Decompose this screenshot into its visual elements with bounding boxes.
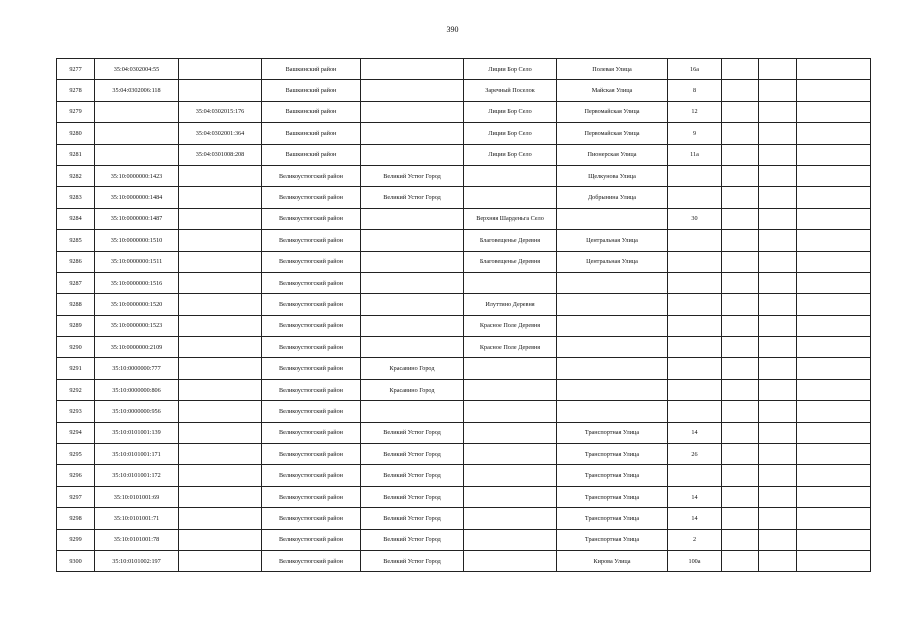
- extra-cell-2: [759, 294, 797, 315]
- table-row: [57, 294, 871, 315]
- alt-cadastral-number-cell: [179, 465, 262, 486]
- settlement-cell: [464, 379, 557, 400]
- extra-cell-3: [797, 401, 871, 422]
- extra-cell-2: [759, 101, 797, 122]
- district-cell: Великоустюгский район: [262, 208, 361, 229]
- table-row: [57, 422, 871, 443]
- row-number-cell: 9300: [57, 550, 95, 571]
- house-number-cell: 12: [668, 101, 722, 122]
- city-cell: [361, 401, 464, 422]
- house-number-cell: [668, 401, 722, 422]
- alt-cadastral-number-cell: [179, 315, 262, 336]
- city-cell: Великий Устюг Город: [361, 165, 464, 186]
- district-cell: Вашкинский район: [262, 123, 361, 144]
- row-number-cell: 9291: [57, 358, 95, 379]
- cadastral-number-cell: 35:10:0000000:956: [95, 401, 179, 422]
- extra-cell-3: [797, 251, 871, 272]
- alt-cadastral-number-cell: [179, 80, 262, 101]
- district-cell: Вашкинский район: [262, 59, 361, 80]
- district-cell: Великоустюгский район: [262, 358, 361, 379]
- row-number-cell: 9283: [57, 187, 95, 208]
- city-cell: [361, 230, 464, 251]
- alt-cadastral-number-cell: [179, 486, 262, 507]
- row-number-cell: 9280: [57, 123, 95, 144]
- settlement-cell: Лиции Бор Село: [464, 101, 557, 122]
- extra-cell-2: [759, 208, 797, 229]
- cadastral-number-cell: 35:10:0000000:1423: [95, 165, 179, 186]
- city-cell: [361, 59, 464, 80]
- extra-cell-1: [722, 144, 759, 165]
- table-row: [57, 486, 871, 507]
- extra-cell-2: [759, 187, 797, 208]
- row-number-cell: 9294: [57, 422, 95, 443]
- extra-cell-1: [722, 251, 759, 272]
- alt-cadastral-number-cell: [179, 272, 262, 293]
- settlement-cell: Благовещенье Деревня: [464, 230, 557, 251]
- cadastral-number-cell: 35:10:0000000:1516: [95, 272, 179, 293]
- district-cell: Великоустюгский район: [262, 401, 361, 422]
- district-cell: Великоустюгский район: [262, 337, 361, 358]
- district-cell: Великоустюгский район: [262, 165, 361, 186]
- extra-cell-3: [797, 123, 871, 144]
- cadastral-number-cell: 35:04:0302004:55: [95, 59, 179, 80]
- extra-cell-2: [759, 422, 797, 443]
- settlement-cell: Заречный Поселок: [464, 80, 557, 101]
- extra-cell-2: [759, 444, 797, 465]
- street-cell: Майская Улица: [557, 80, 668, 101]
- street-cell: [557, 294, 668, 315]
- table-row: [57, 165, 871, 186]
- alt-cadastral-number-cell: [179, 550, 262, 571]
- extra-cell-3: [797, 422, 871, 443]
- city-cell: [361, 251, 464, 272]
- row-number-cell: 9289: [57, 315, 95, 336]
- row-number-cell: 9284: [57, 208, 95, 229]
- table-row: [57, 358, 871, 379]
- alt-cadastral-number-cell: [179, 379, 262, 400]
- house-number-cell: [668, 337, 722, 358]
- extra-cell-3: [797, 144, 871, 165]
- alt-cadastral-number-cell: [179, 187, 262, 208]
- extra-cell-2: [759, 251, 797, 272]
- city-cell: [361, 272, 464, 293]
- table-row: [57, 230, 871, 251]
- district-cell: Великоустюгский район: [262, 422, 361, 443]
- table-row: [57, 550, 871, 571]
- table-row: [57, 59, 871, 80]
- extra-cell-1: [722, 123, 759, 144]
- settlement-cell: Красное Поле Деревня: [464, 337, 557, 358]
- cadastral-number-cell: [95, 123, 179, 144]
- page-number: 390: [446, 25, 459, 34]
- extra-cell-3: [797, 208, 871, 229]
- table-row: [57, 379, 871, 400]
- row-number-cell: 9286: [57, 251, 95, 272]
- extra-cell-1: [722, 315, 759, 336]
- street-cell: [557, 358, 668, 379]
- cadastral-number-cell: 35:04:0302006:118: [95, 80, 179, 101]
- cadastral-number-cell: [95, 144, 179, 165]
- city-cell: Великий Устюг Город: [361, 444, 464, 465]
- table-row: [57, 508, 871, 529]
- extra-cell-2: [759, 379, 797, 400]
- house-number-cell: 11а: [668, 144, 722, 165]
- street-cell: [557, 208, 668, 229]
- extra-cell-3: [797, 80, 871, 101]
- extra-cell-1: [722, 101, 759, 122]
- table-row: [57, 272, 871, 293]
- extra-cell-3: [797, 59, 871, 80]
- settlement-cell: [464, 401, 557, 422]
- house-number-cell: [668, 165, 722, 186]
- table-row: [57, 101, 871, 122]
- extra-cell-2: [759, 165, 797, 186]
- street-cell: [557, 337, 668, 358]
- house-number-cell: [668, 230, 722, 251]
- cadastral-number-cell: 35:10:0000000:1487: [95, 208, 179, 229]
- city-cell: Великий Устюг Город: [361, 465, 464, 486]
- city-cell: Великий Устюг Город: [361, 486, 464, 507]
- row-number-cell: 9290: [57, 337, 95, 358]
- extra-cell-1: [722, 230, 759, 251]
- house-number-cell: 30: [668, 208, 722, 229]
- settlement-cell: [464, 358, 557, 379]
- settlement-cell: [464, 486, 557, 507]
- extra-cell-2: [759, 80, 797, 101]
- cadastral-number-cell: [95, 101, 179, 122]
- extra-cell-2: [759, 315, 797, 336]
- settlement-cell: [464, 165, 557, 186]
- cadastral-number-cell: 35:10:0000000:1510: [95, 230, 179, 251]
- alt-cadastral-number-cell: 35:04:0302015:176: [179, 101, 262, 122]
- alt-cadastral-number-cell: [179, 337, 262, 358]
- cadastral-number-cell: 35:10:0000000:2109: [95, 337, 179, 358]
- table-row: [57, 208, 871, 229]
- street-cell: Щелкунова Улица: [557, 165, 668, 186]
- row-number-cell: 9292: [57, 379, 95, 400]
- extra-cell-3: [797, 101, 871, 122]
- table-row: [57, 80, 871, 101]
- cadastral-number-cell: 35:10:0101001:78: [95, 529, 179, 550]
- district-cell: Вашкинский район: [262, 80, 361, 101]
- extra-cell-3: [797, 337, 871, 358]
- extra-cell-1: [722, 401, 759, 422]
- table-row: [57, 187, 871, 208]
- house-number-cell: 8: [668, 80, 722, 101]
- extra-cell-2: [759, 59, 797, 80]
- row-number-cell: 9297: [57, 486, 95, 507]
- house-number-cell: 14: [668, 508, 722, 529]
- row-number-cell: 9281: [57, 144, 95, 165]
- alt-cadastral-number-cell: [179, 444, 262, 465]
- street-cell: Транспортная Улица: [557, 529, 668, 550]
- settlement-cell: Лиции Бор Село: [464, 123, 557, 144]
- settlement-cell: Красное Поле Деревня: [464, 315, 557, 336]
- extra-cell-1: [722, 59, 759, 80]
- extra-cell-3: [797, 230, 871, 251]
- district-cell: Великоустюгский район: [262, 529, 361, 550]
- alt-cadastral-number-cell: [179, 230, 262, 251]
- cadastral-number-cell: 35:10:0101001:172: [95, 465, 179, 486]
- alt-cadastral-number-cell: 35:04:0302001:364: [179, 123, 262, 144]
- settlement-cell: [464, 550, 557, 571]
- house-number-cell: [668, 272, 722, 293]
- city-cell: Великий Устюг Город: [361, 508, 464, 529]
- extra-cell-2: [759, 230, 797, 251]
- extra-cell-2: [759, 465, 797, 486]
- extra-cell-1: [722, 508, 759, 529]
- street-cell: [557, 272, 668, 293]
- cadastral-number-cell: 35:10:0000000:1484: [95, 187, 179, 208]
- street-cell: Транспортная Улица: [557, 465, 668, 486]
- extra-cell-3: [797, 465, 871, 486]
- district-cell: Великоустюгский район: [262, 444, 361, 465]
- alt-cadastral-number-cell: [179, 294, 262, 315]
- alt-cadastral-number-cell: [179, 508, 262, 529]
- row-number-cell: 9299: [57, 529, 95, 550]
- house-number-cell: 26: [668, 444, 722, 465]
- row-number-cell: 9287: [57, 272, 95, 293]
- extra-cell-1: [722, 486, 759, 507]
- district-cell: Великоустюгский район: [262, 315, 361, 336]
- street-cell: Пионерская Улица: [557, 144, 668, 165]
- street-cell: [557, 401, 668, 422]
- district-cell: Великоустюгский район: [262, 550, 361, 571]
- house-number-cell: [668, 187, 722, 208]
- extra-cell-1: [722, 165, 759, 186]
- street-cell: Центральная Улица: [557, 230, 668, 251]
- settlement-cell: [464, 187, 557, 208]
- extra-cell-1: [722, 187, 759, 208]
- house-number-cell: 16а: [668, 59, 722, 80]
- extra-cell-1: [722, 272, 759, 293]
- city-cell: Великий Устюг Город: [361, 422, 464, 443]
- city-cell: [361, 337, 464, 358]
- extra-cell-3: [797, 358, 871, 379]
- house-number-cell: [668, 251, 722, 272]
- extra-cell-1: [722, 444, 759, 465]
- settlement-cell: Верхняя Шарденьга Село: [464, 208, 557, 229]
- settlement-cell: [464, 508, 557, 529]
- settlement-cell: [464, 422, 557, 443]
- district-cell: Великоустюгский район: [262, 251, 361, 272]
- extra-cell-3: [797, 550, 871, 571]
- alt-cadastral-number-cell: [179, 251, 262, 272]
- table-row: [57, 144, 871, 165]
- table-row: [57, 251, 871, 272]
- street-cell: [557, 315, 668, 336]
- street-cell: Транспортная Улица: [557, 444, 668, 465]
- city-cell: [361, 80, 464, 101]
- alt-cadastral-number-cell: [179, 358, 262, 379]
- extra-cell-1: [722, 337, 759, 358]
- district-cell: Великоустюгский район: [262, 272, 361, 293]
- row-number-cell: 9295: [57, 444, 95, 465]
- extra-cell-1: [722, 294, 759, 315]
- settlement-cell: Благовещенье Деревня: [464, 251, 557, 272]
- city-cell: [361, 101, 464, 122]
- extra-cell-2: [759, 123, 797, 144]
- house-number-cell: [668, 315, 722, 336]
- extra-cell-2: [759, 401, 797, 422]
- extra-cell-2: [759, 508, 797, 529]
- cadastral-number-cell: 35:10:0000000:806: [95, 379, 179, 400]
- city-cell: [361, 294, 464, 315]
- settlement-cell: Лиции Бор Село: [464, 59, 557, 80]
- house-number-cell: [668, 294, 722, 315]
- extra-cell-3: [797, 294, 871, 315]
- cadastral-number-cell: 35:10:0101001:69: [95, 486, 179, 507]
- row-number-cell: 9298: [57, 508, 95, 529]
- table-row: [57, 123, 871, 144]
- city-cell: Красавино Город: [361, 358, 464, 379]
- city-cell: Красавино Город: [361, 379, 464, 400]
- district-cell: Великоустюгский район: [262, 230, 361, 251]
- city-cell: [361, 123, 464, 144]
- extra-cell-2: [759, 358, 797, 379]
- house-number-cell: 9: [668, 123, 722, 144]
- street-cell: Кирова Улица: [557, 550, 668, 571]
- alt-cadastral-number-cell: [179, 165, 262, 186]
- table-row: [57, 529, 871, 550]
- street-cell: Первомайская Улица: [557, 123, 668, 144]
- cadastral-number-cell: 35:10:0000000:1520: [95, 294, 179, 315]
- extra-cell-2: [759, 550, 797, 571]
- street-cell: Транспортная Улица: [557, 422, 668, 443]
- settlement-cell: Илуттино Деревня: [464, 294, 557, 315]
- extra-cell-2: [759, 486, 797, 507]
- registry-body: [57, 59, 871, 572]
- settlement-cell: [464, 272, 557, 293]
- extra-cell-1: [722, 379, 759, 400]
- extra-cell-1: [722, 465, 759, 486]
- row-number-cell: 9293: [57, 401, 95, 422]
- street-cell: Транспортная Улица: [557, 486, 668, 507]
- district-cell: Великоустюгский район: [262, 486, 361, 507]
- extra-cell-2: [759, 272, 797, 293]
- street-cell: Полевая Улица: [557, 59, 668, 80]
- house-number-cell: 14: [668, 422, 722, 443]
- extra-cell-3: [797, 444, 871, 465]
- cadastral-number-cell: 35:10:0101002:197: [95, 550, 179, 571]
- house-number-cell: 2: [668, 529, 722, 550]
- city-cell: Великий Устюг Город: [361, 187, 464, 208]
- settlement-cell: [464, 465, 557, 486]
- house-number-cell: [668, 358, 722, 379]
- extra-cell-2: [759, 337, 797, 358]
- extra-cell-2: [759, 529, 797, 550]
- district-cell: Вашкинский район: [262, 101, 361, 122]
- extra-cell-3: [797, 379, 871, 400]
- alt-cadastral-number-cell: [179, 529, 262, 550]
- city-cell: [361, 208, 464, 229]
- extra-cell-1: [722, 529, 759, 550]
- extra-cell-1: [722, 422, 759, 443]
- row-number-cell: 9296: [57, 465, 95, 486]
- extra-cell-3: [797, 187, 871, 208]
- city-cell: Великий Устюг Город: [361, 529, 464, 550]
- settlement-cell: [464, 444, 557, 465]
- street-cell: Добрынина Улица: [557, 187, 668, 208]
- table-row: [57, 401, 871, 422]
- alt-cadastral-number-cell: [179, 208, 262, 229]
- settlement-cell: Лиции Бор Село: [464, 144, 557, 165]
- district-cell: Великоустюгский район: [262, 379, 361, 400]
- cadastral-number-cell: 35:10:0000000:1511: [95, 251, 179, 272]
- cadastral-number-cell: 35:10:0101001:139: [95, 422, 179, 443]
- table-row: [57, 465, 871, 486]
- district-cell: Великоустюгский район: [262, 187, 361, 208]
- cadastral-number-cell: 35:10:0101001:171: [95, 444, 179, 465]
- cadastral-number-cell: 35:10:0000000:777: [95, 358, 179, 379]
- registry-table: [56, 58, 871, 572]
- district-cell: Вашкинский район: [262, 144, 361, 165]
- street-cell: Первомайская Улица: [557, 101, 668, 122]
- extra-cell-3: [797, 165, 871, 186]
- city-cell: [361, 144, 464, 165]
- alt-cadastral-number-cell: [179, 422, 262, 443]
- district-cell: Великоустюгский район: [262, 465, 361, 486]
- row-number-cell: 9279: [57, 101, 95, 122]
- extra-cell-3: [797, 508, 871, 529]
- cadastral-number-cell: 35:10:0101001:71: [95, 508, 179, 529]
- row-number-cell: 9278: [57, 80, 95, 101]
- extra-cell-2: [759, 144, 797, 165]
- city-cell: Великий Устюг Город: [361, 550, 464, 571]
- extra-cell-3: [797, 272, 871, 293]
- house-number-cell: 14: [668, 486, 722, 507]
- house-number-cell: [668, 465, 722, 486]
- row-number-cell: 9288: [57, 294, 95, 315]
- extra-cell-3: [797, 486, 871, 507]
- house-number-cell: [668, 379, 722, 400]
- extra-cell-1: [722, 208, 759, 229]
- alt-cadastral-number-cell: [179, 59, 262, 80]
- extra-cell-1: [722, 358, 759, 379]
- extra-cell-3: [797, 315, 871, 336]
- district-cell: Великоустюгский район: [262, 508, 361, 529]
- extra-cell-1: [722, 80, 759, 101]
- city-cell: [361, 315, 464, 336]
- table-row: [57, 444, 871, 465]
- row-number-cell: 9282: [57, 165, 95, 186]
- extra-cell-1: [722, 550, 759, 571]
- street-cell: Транспортная Улица: [557, 508, 668, 529]
- settlement-cell: [464, 529, 557, 550]
- table-row: [57, 315, 871, 336]
- district-cell: Великоустюгский район: [262, 294, 361, 315]
- row-number-cell: 9277: [57, 59, 95, 80]
- extra-cell-3: [797, 529, 871, 550]
- street-cell: [557, 379, 668, 400]
- alt-cadastral-number-cell: 35:04:0301008:208: [179, 144, 262, 165]
- row-number-cell: 9285: [57, 230, 95, 251]
- alt-cadastral-number-cell: [179, 401, 262, 422]
- table-row: [57, 337, 871, 358]
- house-number-cell: 100а: [668, 550, 722, 571]
- street-cell: Центральная Улица: [557, 251, 668, 272]
- cadastral-number-cell: 35:10:0000000:1523: [95, 315, 179, 336]
